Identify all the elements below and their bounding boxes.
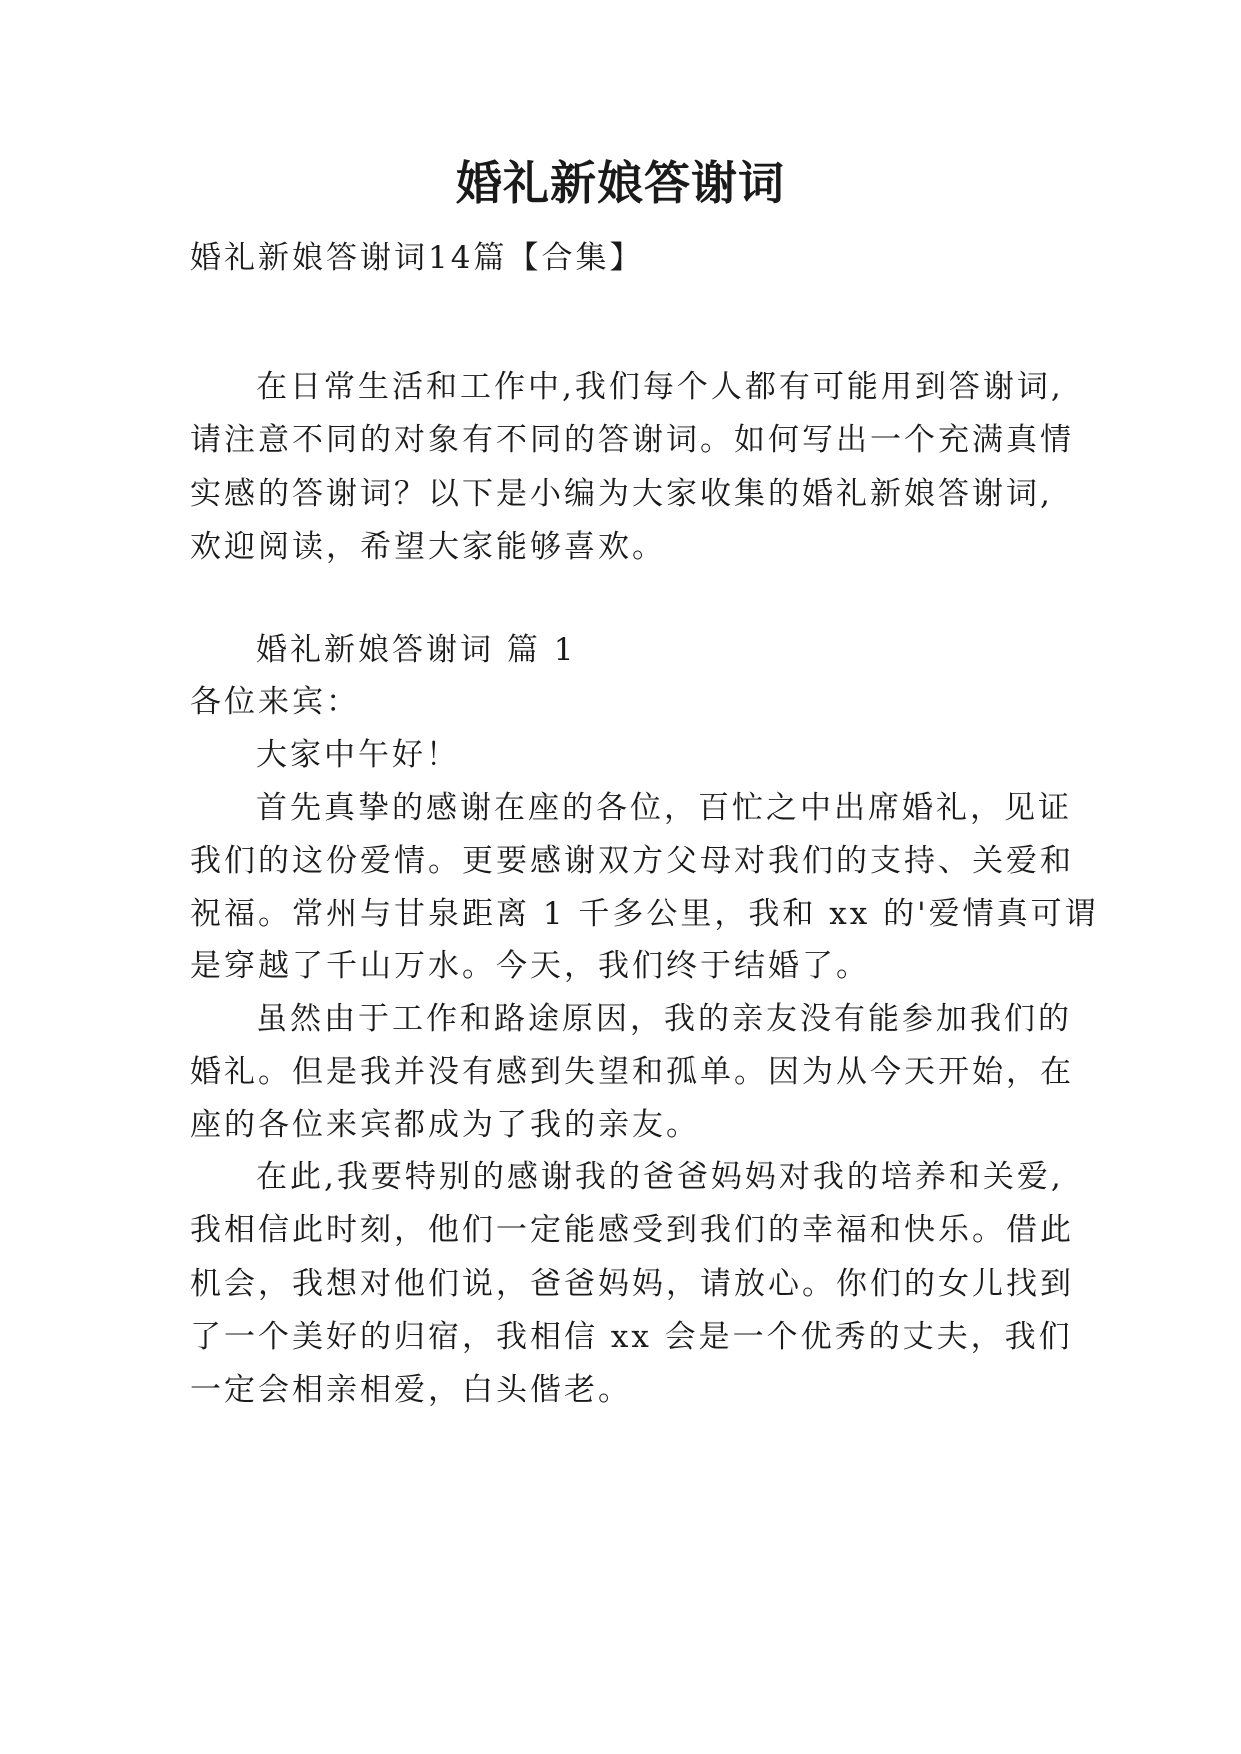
intro-line: 在日常生活和工作中,我们每个人都有可能用到答谢词, — [256, 369, 1064, 405]
section-heading: 婚礼新娘答谢词 篇 1 — [256, 632, 577, 668]
paragraph-line: 首先真挚的感谢在座的各位，百忙之中出席婚礼，见证 — [256, 790, 1072, 826]
paragraph-line: 祝福。常州与甘泉距离 1 千多公里，我和 xx 的'爱情真可谓 — [190, 896, 1099, 932]
paragraph-line: 一定会相亲相爱，白头偕老。 — [190, 1372, 632, 1408]
paragraph-line: 在此,我要特别的感谢我的爸爸妈妈对我的培养和关爱, — [256, 1159, 1064, 1195]
intro-line: 欢迎阅读，希望大家能够喜欢。 — [190, 529, 666, 565]
document-subtitle: 婚礼新娘答谢词14篇【合集】 — [190, 240, 644, 276]
paragraph-line: 我相信此时刻，他们一定能感受到我们的幸福和快乐。借此 — [190, 1212, 1074, 1248]
intro-line: 请注意不同的对象有不同的答谢词。如何写出一个充满真情 — [190, 422, 1074, 458]
salutation: 各位来宾： — [190, 684, 360, 720]
greeting: 大家中午好！ — [256, 737, 460, 773]
paragraph-line: 了一个美好的归宿，我相信 xx 会是一个优秀的丈夫，我们 — [190, 1319, 1073, 1355]
paragraph-line: 机会，我想对他们说，爸爸妈妈，请放心。你们的女儿找到 — [190, 1266, 1074, 1302]
paragraph-line: 虽然由于工作和路途原因，我的亲友没有能参加我们的 — [256, 1001, 1072, 1037]
intro-line: 实感的答谢词？以下是小编为大家收集的婚礼新娘答谢词, — [190, 476, 1053, 512]
document-title: 婚礼新娘答谢词 — [456, 156, 785, 210]
paragraph-line: 婚礼。但是我并没有感到失望和孤单。因为从今天开始，在 — [190, 1054, 1074, 1090]
paragraph-line: 座的各位来宾都成为了我的亲友。 — [190, 1107, 700, 1143]
paragraph-line: 我们的这份爱情。更要感谢双方父母对我们的支持、关爱和 — [190, 843, 1074, 879]
paragraph-line: 是穿越了千山万水。今天，我们终于结婚了。 — [190, 948, 870, 984]
